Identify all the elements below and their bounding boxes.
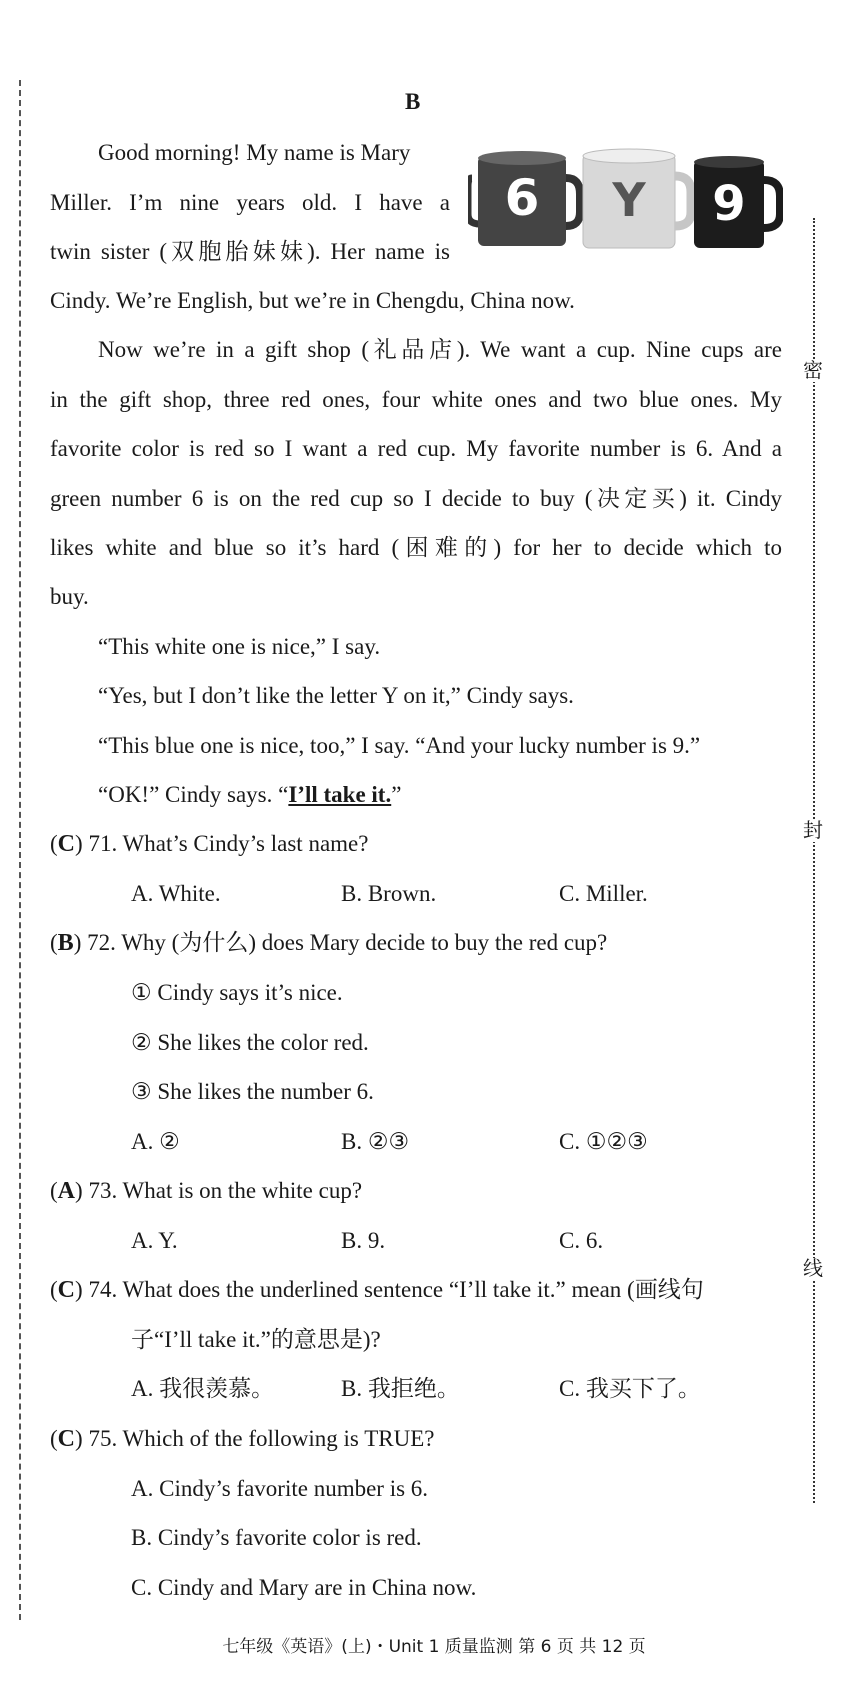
seal-line-right bbox=[813, 218, 815, 1503]
option: A. Cindy’s favorite number is 6. bbox=[131, 1476, 429, 1501]
answer-mark: C bbox=[57, 831, 76, 857]
mug-label: 9 bbox=[712, 176, 746, 232]
mug-label: 6 bbox=[504, 169, 540, 227]
mug-9 bbox=[694, 156, 780, 248]
sub-statement: ② She likes the color red. bbox=[131, 1030, 369, 1055]
underlined-sentence: I’ll take it. bbox=[288, 782, 392, 807]
option: B. ②③ bbox=[341, 1129, 410, 1154]
passage-line: Miller. I’m nine years old. I have a bbox=[50, 190, 450, 215]
binding-line-left bbox=[19, 80, 21, 1620]
question-74: (C) 74. What does the underlined sentence “I’ll take it.” mean (画线句 bbox=[50, 1277, 704, 1303]
option: A. ② bbox=[131, 1129, 180, 1154]
answer-mark: C bbox=[57, 1426, 76, 1452]
passage-line: in the gift shop, three red ones, four white ones and two blue ones. My bbox=[50, 387, 782, 412]
passage-line: green number 6 is on the red cup so I decide to buy (决定买) it. Cindy bbox=[50, 486, 782, 511]
mug-label: Y bbox=[612, 173, 646, 227]
seal-char-mi: 密 bbox=[803, 360, 823, 382]
option: C. Miller. bbox=[559, 881, 648, 906]
question-71: (C) 71. What’s Cindy’s last name? bbox=[50, 831, 369, 857]
passage-line: Cindy. We’re English, but we’re in Chengdu, China now. bbox=[50, 288, 575, 313]
option: A. 我很羡慕。 bbox=[131, 1376, 275, 1401]
question-75: (C) 75. Which of the following is TRUE? bbox=[50, 1426, 435, 1452]
passage-line: Now we’re in a gift shop (礼品店). We want a cup. Nine cups are bbox=[98, 337, 782, 362]
passage-line: twin sister (双胞胎妹妹). Her name is bbox=[50, 239, 450, 264]
mugs-illustration bbox=[468, 140, 783, 252]
option: C. 6. bbox=[559, 1228, 604, 1253]
sub-statement: ③ She likes the number 6. bbox=[131, 1079, 374, 1104]
section-heading: B bbox=[405, 89, 421, 114]
answer-mark: A bbox=[57, 1178, 76, 1204]
option: B. 9. bbox=[341, 1228, 386, 1253]
option: C. Cindy and Mary are in China now. bbox=[131, 1575, 477, 1600]
option: A. Y. bbox=[131, 1228, 178, 1253]
sub-statement: ① Cindy says it’s nice. bbox=[131, 980, 343, 1005]
question-73: (A) 73. What is on the white cup? bbox=[50, 1178, 363, 1204]
option: B. Cindy’s favorite color is red. bbox=[131, 1525, 422, 1550]
passage-line: Good morning! My name is Mary bbox=[98, 140, 411, 165]
option: A. White. bbox=[131, 881, 221, 906]
dialogue-line-last: “OK!” Cindy says. “I’ll take it.” bbox=[98, 782, 402, 807]
answer-mark: C bbox=[57, 1277, 76, 1303]
page-footer: 七年级《英语》(上)・Unit 1 质量监测 第 6 页 共 12 页 bbox=[222, 1637, 646, 1657]
dialogue-line: “This blue one is nice, too,” I say. “And your lucky number is 9.” bbox=[98, 733, 701, 758]
option: C. ①②③ bbox=[559, 1129, 648, 1154]
dialogue-line: “Yes, but I don’t like the letter Y on it,” Cindy says. bbox=[98, 683, 574, 708]
option: B. Brown. bbox=[341, 881, 437, 906]
answer-mark: B bbox=[57, 930, 74, 956]
option: B. 我拒绝。 bbox=[341, 1376, 460, 1401]
seal-char-feng: 封 bbox=[803, 820, 823, 842]
mug-Y bbox=[583, 149, 691, 248]
dialogue-line: “This white one is nice,” I say. bbox=[98, 634, 381, 659]
question-72: (B) 72. Why (为什么) does Mary decide to buy the red cup? bbox=[50, 930, 608, 956]
question-74-continued: 子“I’ll take it.”的意思是)? bbox=[131, 1327, 381, 1352]
passage-line: favorite color is red so I want a red cup. My favorite number is 6. And a bbox=[50, 436, 782, 461]
mug-6 bbox=[468, 151, 580, 246]
seal-char-xian: 线 bbox=[803, 1258, 823, 1280]
passage-line: buy. bbox=[50, 584, 89, 609]
option: C. 我买下了。 bbox=[559, 1376, 701, 1401]
passage-line: likes white and blue so it’s hard (困难的) for her to decide which to bbox=[50, 535, 782, 560]
